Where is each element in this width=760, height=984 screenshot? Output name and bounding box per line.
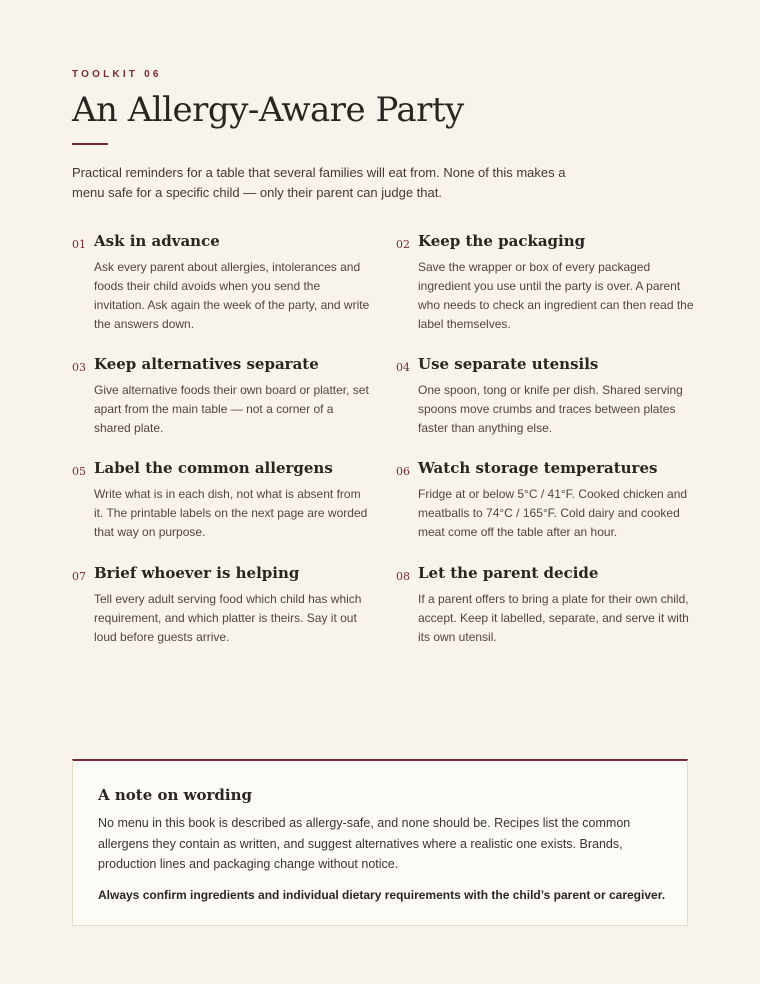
tip-number: 05 [72,465,86,478]
tip-body: Write what is in each dish, not what is absent from it. The printable labels on the next page are worded that way on purpose. [94,487,368,539]
tip-title: Label the common allergens [94,459,333,477]
tip-body: Ask every parent about allergies, intolerances and foods their child avoids when you send the invitation. Ask again the week of the party, and write the answers down. [94,260,370,331]
page [72,0,694,984]
title-divider [72,143,108,145]
tip-number: 08 [396,570,410,583]
tip-body: Save the wrapper or box of every packaged ingredient you use until the party is over. A parent who needs to check an ingredient can then read the label themselves. [418,260,694,331]
tip-title: Let the parent decide [418,564,599,582]
tip-title: Keep the packaging [418,232,586,250]
tip-body: Fridge at or below 5°C / 41°F. Cooked chicken and meatballs to 74°C / 165°F. Cold dairy and cooked meat come off the table after an hour. [418,487,688,539]
page-title: An Allergy-Aware Party [72,90,464,130]
tip-number: 04 [396,361,410,374]
note-title: A note on wording [98,786,252,804]
eyebrow-label: TOOLKIT 06 [72,69,162,80]
tip-number: 01 [72,238,86,251]
tip-number: 07 [72,570,86,583]
note-emphasis: Always confirm ingredients and individual dietary requirements with the child’s parent or caregiver. [98,888,666,902]
tip-body: One spoon, tong or knife per dish. Shared serving spoons move crumbs and traces between plates faster than anything else. [418,383,683,435]
note-body: No menu in this book is described as allergy-safe, and none should be. Recipes list the common allergens they contain as written, and suggest alternatives where a realistic one exists. Brands, production lines and packaging change without notice. [98,816,631,871]
tip-title: Watch storage temperatures [418,459,658,477]
tip-title: Keep alternatives separate [94,355,319,373]
tip-number: 06 [396,465,410,478]
tip-body: Tell every adult serving food which child has which requirement, and which platter is theirs. Say it out loud before guests arrive. [94,592,362,644]
tip-number: 03 [72,361,86,374]
tip-title: Ask in advance [94,232,220,250]
tip-body: Give alternative foods their own board or platter, set apart from the main table — not a corner of a shared plate. [94,383,369,435]
wording-note-box [72,759,688,926]
tip-title: Use separate utensils [418,355,599,373]
tip-body: If a parent offers to bring a plate for their own child, accept. Keep it labelled, separate, and serve it with its own utensil. [418,592,689,644]
tip-title: Brief whoever is helping [94,564,300,582]
intro-paragraph: Practical reminders for a table that several families will eat from. None of this makes a menu safe for a specific child — only their parent can judge that. [72,165,566,200]
tip-number: 02 [396,238,410,251]
